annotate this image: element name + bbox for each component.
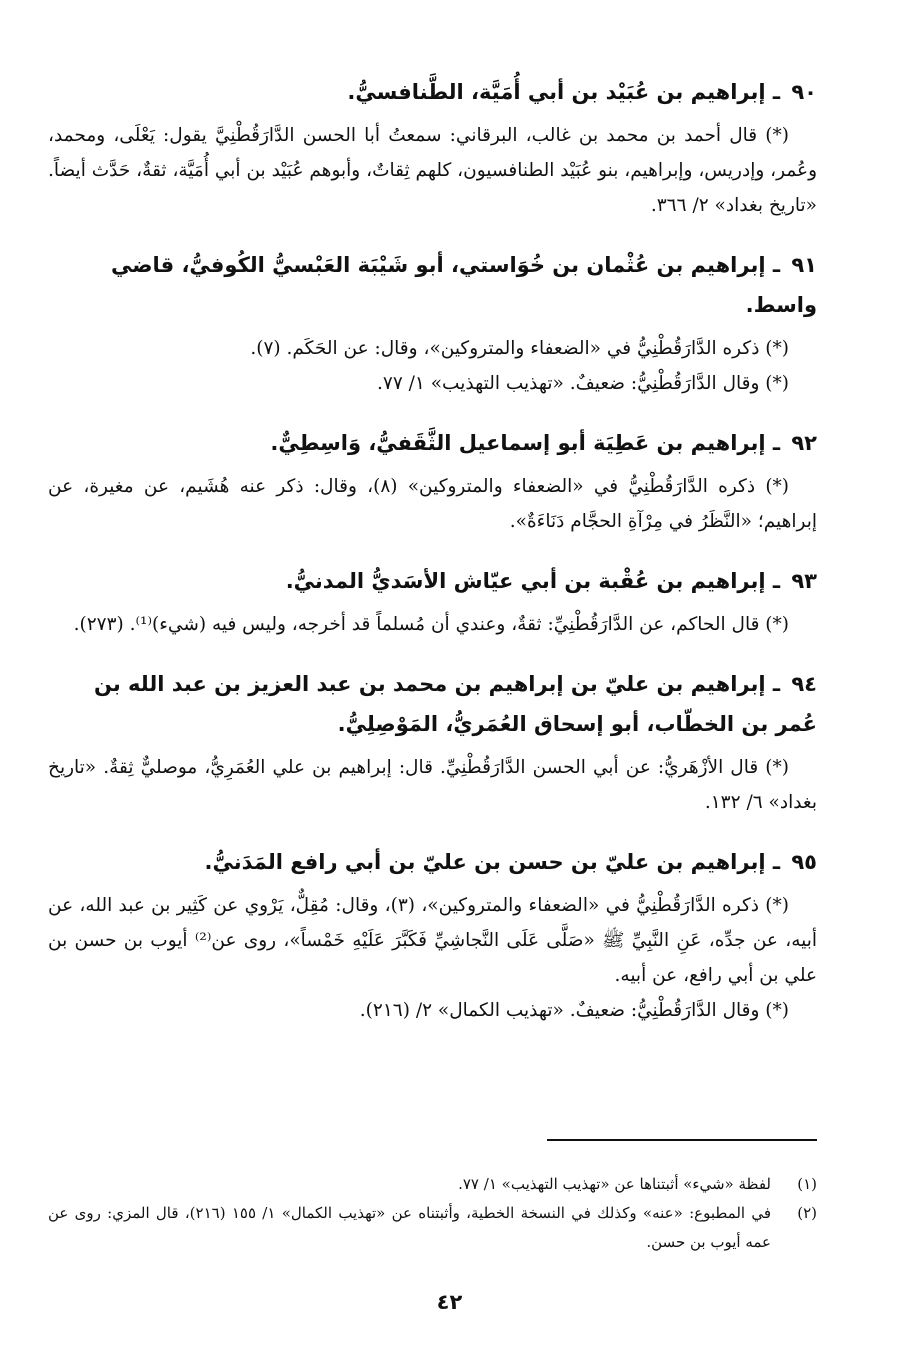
footnote-divider [547,1139,817,1141]
entry-number: ٩١ [791,253,817,277]
entry-paragraph: (*) قال الأزْهَريُّ: عن أبي الحسن الدَّارَقُطْنِيِّ. قال: إبراهيم بن علي العُمَرِيُّ، موصليٌّ ثِقةٌ. «تاريخ بغداد» ٦/ ١٣٢. [48,757,817,813]
entry-paragraph: (*) وقال الدَّارَقُطْنِيُّ: ضعيفٌ. «تهذيب التهذيب» ١/ ٧٧. [377,373,789,394]
entry-title [48,561,817,601]
entry-paragraph: (*) ذكره الدَّارَقُطْنِيُّ في «الضعفاء والمتروكين» (٨)، وقال: ذكر عنه هُشَيم، عن مغيرة، عن إبراهيم؛ «النَّظَرُ في مِرْآةِ الحجَّام دَنَاءَةٌ». [48,476,817,532]
entry-90 [48,72,817,223]
entry-paragraph: (*) ذكره الدَّارَقُطْنِيُّ في «الضعفاء والمتروكين»، (٣)، وقال: مُقِلٌّ، يَرْوي عن كَثِير بن عبد الله، عن أبيه، عن جدِّه، عَنِ النَّبِيِّ ﷺ «صَلَّى عَلَى النَّجاشِيِّ فَكَبَّرَ عَلَيْهِ خَمْساً»، روى عن⁽²⁾ أيوب بن حسن بن علي بن أبي رافع، عن أبيه. [48,895,817,986]
entry-dash: ـ [772,850,781,874]
entry-92 [48,423,817,539]
footnotes [48,1170,817,1257]
page-number: ٤٢ [436,1290,463,1314]
entry-dash: ـ [772,253,781,277]
entry-dash: ـ [772,80,781,104]
footnote-2 [48,1199,817,1257]
entry-paragraph: (*) وقال الدَّارَقُطْنِيُّ: ضعيفٌ. «تهذيب الكمال» ٢/ (٢١٦). [359,1000,789,1021]
entry-heading: إبراهيم بن عليّ بن حسن بن عليّ بن أبي رافع المَدَنيُّ. [204,850,766,874]
footnote-text: لفظة «شيء» أثبتناها عن «تهذيب التهذيب» ١/ ٧٧. [458,1175,771,1193]
entry-heading: إبراهيم بن عَطِيَة أبو إسماعيل الثَّقَفيُّ، وَاسِطِيٌّ. [270,431,766,455]
entry-number: ٩٠ [791,80,817,104]
entry-95 [48,842,817,1028]
entry-title [48,423,817,463]
entry-number: ٩٢ [791,431,817,455]
entry-title [48,72,817,112]
entry-dash: ـ [772,431,781,455]
entry-heading: إبراهيم بن عُقْبة بن أبي عيّاش الأسَديُّ المدنيُّ. [285,569,766,593]
footnote-1 [48,1170,817,1199]
entry-heading: إبراهيم بن عُثْمان بن خُوَاستي، أبو شَيْبَة العَبْسيُّ الكُوفيُّ، قاضي واسط. [110,253,817,317]
page-body [48,72,817,1050]
entry-paragraph: (*) ذكره الدَّارَقُطْنِيُّ في «الضعفاء والمتروكين»، وقال: عن الحَكَم. (٧). [250,338,789,359]
entry-number: ٩٣ [791,569,817,593]
entry-title [48,245,817,325]
entry-heading: إبراهيم بن عليّ بن إبراهيم بن محمد بن عبد العزيز بن عبد الله بن عُمر بن الخطّاب، أبو إسحاق العُمَريُّ، المَوْصِلِيُّ. [93,672,817,736]
entry-title [48,842,817,882]
entry-number: ٩٤ [791,672,817,696]
entry-dash: ـ [772,672,781,696]
footnote-text: في المطبوع: «عنه» وكذلك في النسخة الخطية، وأثبتناه عن «تهذيب الكمال» ١/ ١٥٥ (٢١٦)، قال المزي: روى عن عمه أيوب بن حسن. [48,1204,772,1251]
entry-91 [48,245,817,401]
entry-heading: إبراهيم بن عُبَيْد بن أبي أُمَيَّة، الطَّنافسيُّ. [347,80,766,104]
entry-paragraph: (*) قال أحمد بن محمد بن غالب، البرقاني: سمعتُ أبا الحسن الدَّارَقُطْنِيَّ يقول: يَعْلَى، ومحمد، وعُمر، وإدريس، وإبراهيم، بنو عُبَيْد الطنافسيون، كلهم ثِقاتٌ، وأبوهم عُبَيْد بن أبي أُمَيَّة، ثقةٌ، حَدَّث أيضاً. «تاريخ بغداد» ٢/ ٣٦٦. [48,125,817,216]
footnote-marker: (١) [797,1175,817,1193]
entry-title [48,664,817,744]
entry-paragraph: (*) قال الحاكم، عن الدَّارَقُطْنِيِّ: ثقةٌ، وعندي أن مُسلماً قد أخرجه، وليس فيه (شيء)⁽¹⁾. (٢٧٣). [73,614,789,635]
footnote-marker: (٢) [797,1204,817,1222]
entry-94 [48,664,817,820]
entry-dash: ـ [772,569,781,593]
entry-number: ٩٥ [791,850,817,874]
entry-93 [48,561,817,642]
